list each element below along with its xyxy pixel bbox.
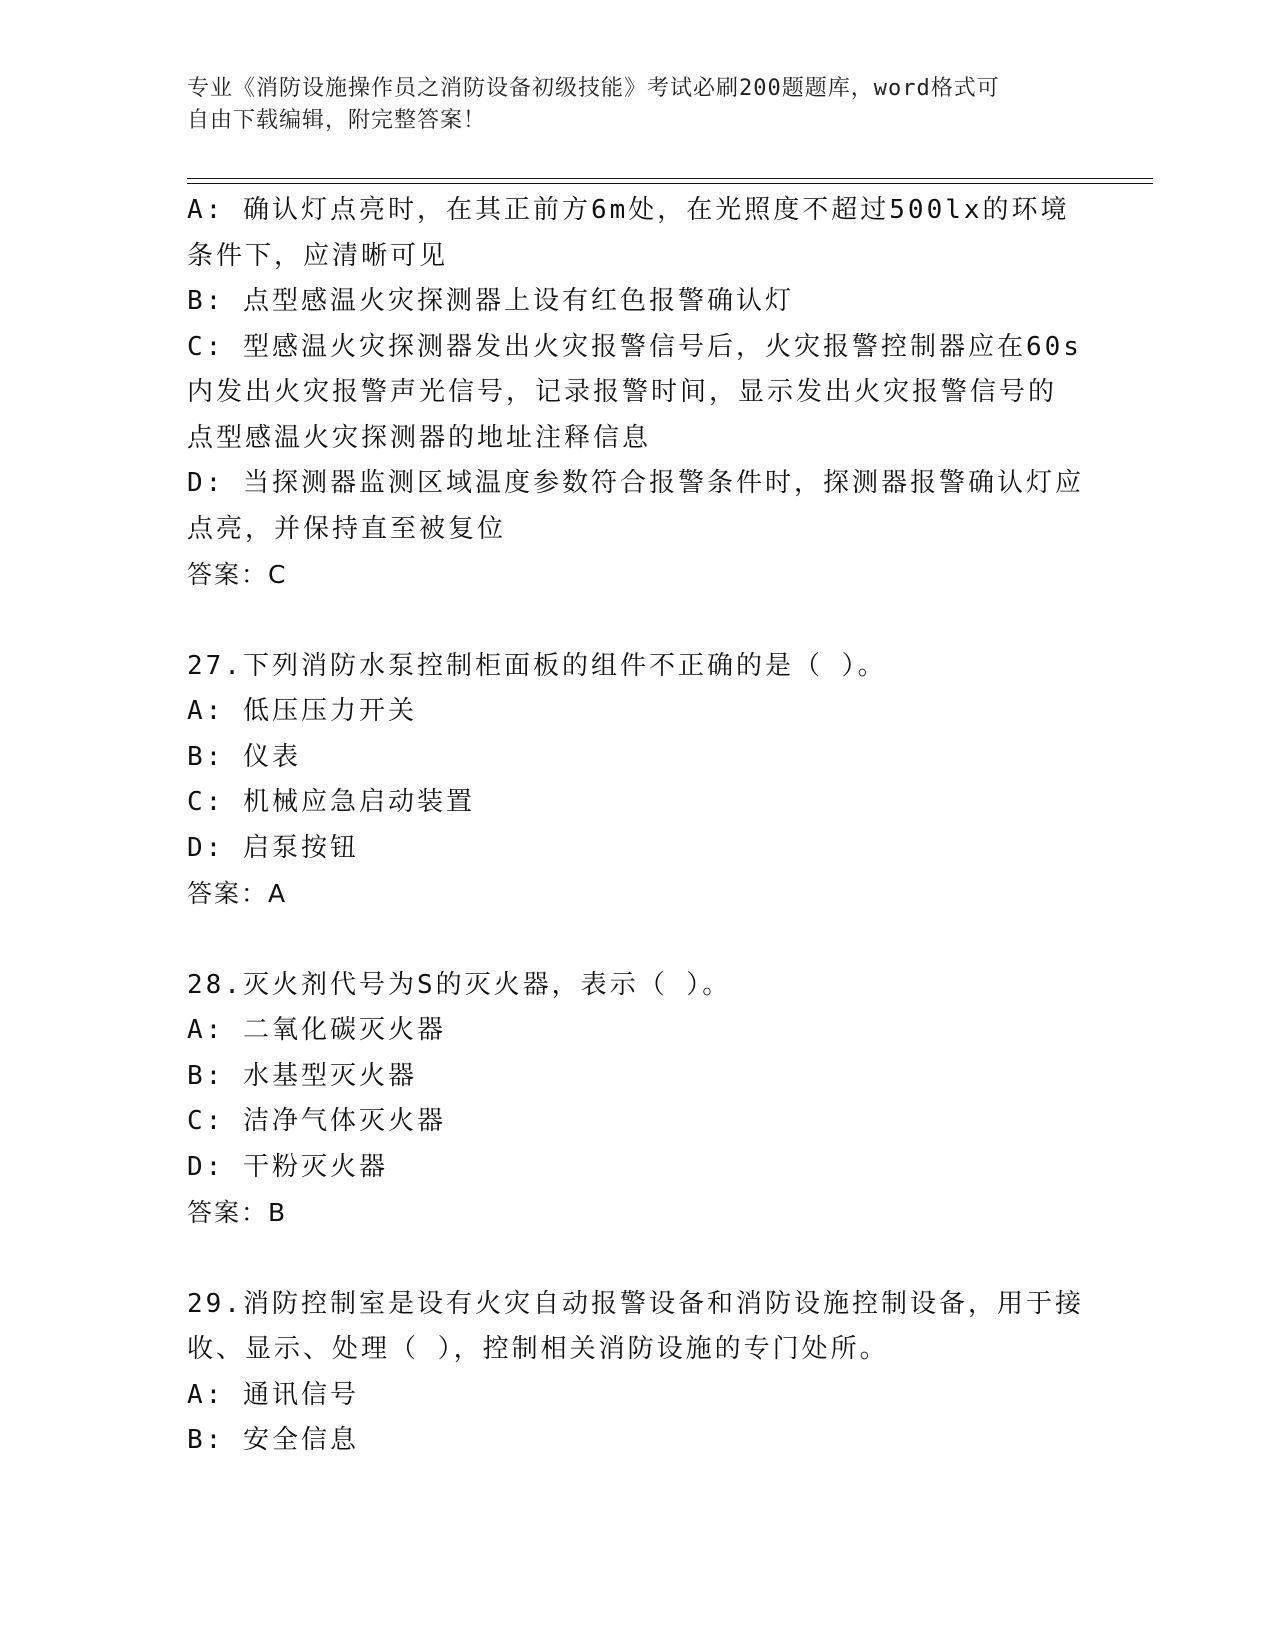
option-b: B: 仪表 xyxy=(187,741,301,772)
option-c-line-2: 内发出火灾报警声光信号，记录报警时间，显示发出火灾报警信号的 xyxy=(187,377,1058,407)
option-a-line-1: A: 确认灯点亮时，在其正前方6m处，在光照度不超过500lx的环境 xyxy=(187,195,1070,225)
answer: 答案：C xyxy=(187,560,288,589)
header-divider-top xyxy=(187,178,1153,179)
answer: 答案：B xyxy=(187,1198,288,1227)
option-c: C: 机械应急启动装置 xyxy=(187,787,475,817)
option-d-line-1: D: 当探测器监测区域温度参数符合报警条件时，探测器报警确认灯应 xyxy=(187,468,1084,498)
option-a: A: 二氧化碳灭火器 xyxy=(187,1015,446,1045)
question-list xyxy=(187,188,1087,1464)
spacer xyxy=(187,1236,1087,1282)
answer: 答案：A xyxy=(187,879,288,908)
question-27 xyxy=(187,644,1087,917)
question-29 xyxy=(187,1282,1087,1464)
option-a: A: 低压压力开关 xyxy=(187,696,417,726)
document-header xyxy=(187,73,1087,137)
option-c: C: 洁净气体灭火器 xyxy=(187,1106,446,1136)
option-d: D: 启泵按钮 xyxy=(187,832,359,863)
question-stem: 28.灭火剂代号为S的灭火器，表示（ ）。 xyxy=(187,969,732,1000)
spacer xyxy=(187,917,1087,963)
header-line-2: 自由下载编辑，附完整答案！ xyxy=(187,108,487,133)
question-stem-line-1: 29.消防控制室是设有火灾自动报警设备和消防设施控制设备，用于接 xyxy=(187,1288,1084,1319)
option-d: D: 干粉灭火器 xyxy=(187,1151,388,1182)
option-b: B: 点型感温火灾探测器上设有红色报警确认灯 xyxy=(187,286,794,316)
option-c-line-1: C: 型感温火灾探测器发出火灾报警信号后，火灾报警控制器应在60s xyxy=(187,331,1082,362)
header-line-1: 专业《消防设施操作员之消防设备初级技能》考试必刷200题题库，word格式可 xyxy=(187,76,1000,101)
question-stem: 27.下列消防水泵控制柜面板的组件不正确的是（ ）。 xyxy=(187,650,887,681)
question-28 xyxy=(187,963,1087,1236)
option-b: B: 安全信息 xyxy=(187,1425,359,1455)
option-a: A: 通讯信号 xyxy=(187,1379,359,1410)
spacer xyxy=(187,598,1087,644)
question-stem-line-2: 收、显示、处理（ ），控制相关消防设施的专门处所。 xyxy=(187,1334,889,1364)
question-26 xyxy=(187,188,1087,598)
option-a-line-2: 条件下，应清晰可见 xyxy=(187,240,449,271)
option-c-line-3: 点型感温火灾探测器的地址注释信息 xyxy=(187,422,652,453)
option-d-line-2: 点亮，并保持直至被复位 xyxy=(187,513,507,544)
header-divider-bottom xyxy=(187,183,1153,184)
option-b: B: 水基型灭火器 xyxy=(187,1060,417,1091)
